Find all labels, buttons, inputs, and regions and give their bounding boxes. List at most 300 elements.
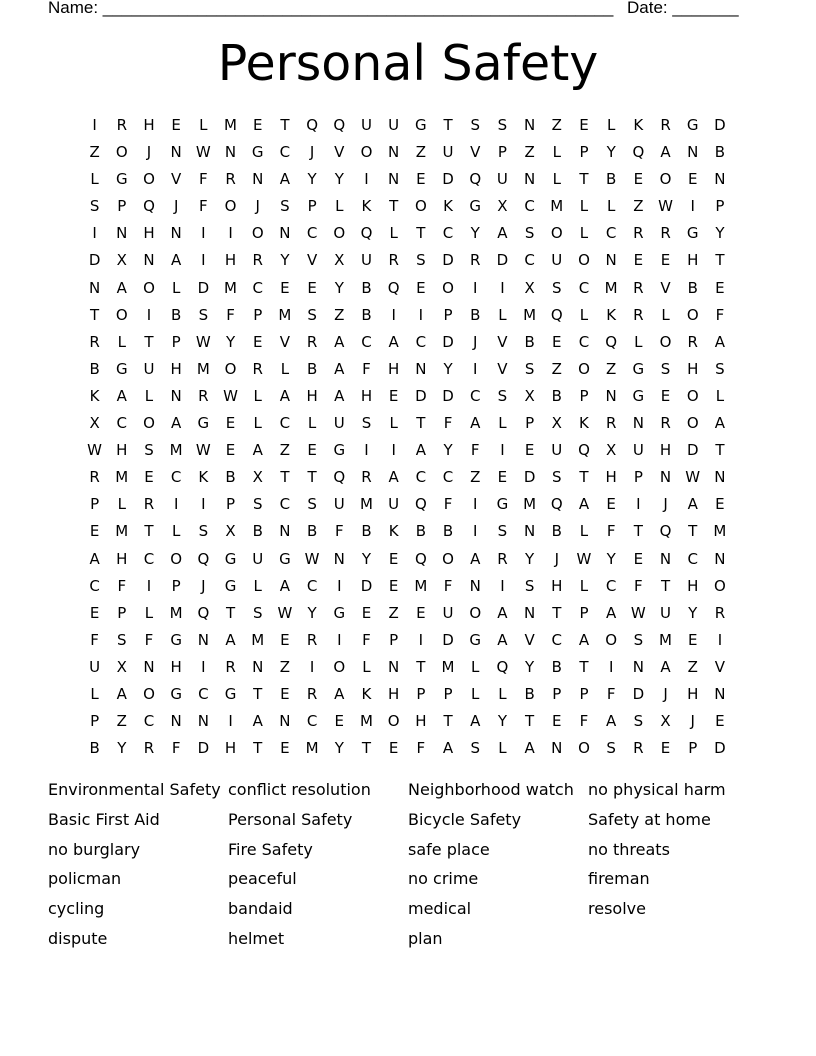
grid-letter: X [551, 414, 562, 433]
grid-letter: S [552, 468, 562, 487]
grid-letter: A [334, 359, 345, 378]
grid-row [81, 600, 738, 627]
grid-letter: U [360, 251, 372, 270]
grid-letter: S [715, 359, 725, 378]
grid-letter: C [415, 468, 427, 487]
grid-letter: X [497, 197, 508, 216]
grid-letter: G [333, 441, 346, 460]
grid-letter: E [280, 278, 290, 297]
grid-letter: D [197, 278, 210, 297]
grid-letter: T [579, 468, 589, 487]
grid-letter: D [632, 684, 645, 703]
grid-letter: C [578, 278, 590, 297]
grid-row [81, 518, 738, 545]
grid-letter: Z [89, 143, 100, 162]
grid-letter: N [170, 386, 182, 405]
grid-letter: S [144, 441, 154, 460]
grid-letter: L [471, 657, 480, 676]
grid-letter: E [361, 603, 372, 622]
grid-letter: J [690, 712, 695, 731]
grid-letter: Y [443, 359, 453, 378]
grid-letter: B [361, 522, 372, 541]
grid-letter: N [116, 224, 128, 243]
grid-letter: G [686, 224, 699, 243]
grid-letter: R [633, 224, 644, 243]
grid-letter: C [143, 549, 155, 568]
grid-letter: I [418, 305, 424, 324]
grid-letter: T [253, 739, 263, 758]
grid-letter: R [633, 305, 644, 324]
grid-letter: X [116, 251, 127, 270]
grid-row [81, 654, 738, 681]
grid-letter: B [714, 143, 726, 162]
grid-letter: C [551, 630, 563, 649]
grid-letter: P [633, 468, 643, 487]
grid-letter: N [551, 739, 563, 758]
grid-letter: O [387, 712, 400, 731]
grid-letter: W [658, 197, 673, 216]
grid-letter: A [171, 251, 182, 270]
grid-letter: R [633, 739, 644, 758]
grid-letter: I [201, 657, 206, 676]
grid-letter: S [497, 522, 508, 541]
grid-letter: E [687, 170, 698, 189]
grid-row [81, 410, 738, 437]
grid-letter: E [416, 603, 426, 622]
grid-letter: E [144, 468, 154, 487]
grid-letter: W [277, 603, 293, 622]
grid-letter: X [524, 278, 535, 297]
grid-letter: E [89, 603, 100, 622]
grid-letter: C [524, 251, 535, 270]
grid-letter: E [497, 468, 508, 487]
grid-letter: O [143, 278, 155, 297]
grid-letter: S [633, 712, 644, 731]
grid-letter: E [552, 332, 562, 351]
grid-letter: L [661, 305, 670, 324]
grid-letter: L [579, 576, 589, 595]
grid-letter: O [442, 278, 454, 297]
grid-letter: Y [606, 549, 616, 568]
grid-letter: G [279, 549, 291, 568]
grid-letter: I [146, 576, 152, 595]
grid-letter: Z [279, 657, 291, 676]
word-list-item: conflict resolution [228, 780, 371, 799]
grid-letter: I [364, 170, 369, 189]
grid-letter: N [279, 712, 291, 731]
grid-letter: P [579, 684, 589, 703]
grid-letter: G [632, 359, 645, 378]
grid-letter: C [687, 549, 698, 568]
grid-letter: M [713, 522, 727, 541]
grid-letter: O [686, 305, 699, 324]
grid-letter: H [170, 359, 182, 378]
grid-letter: I [337, 576, 342, 595]
grid-letter: I [418, 630, 424, 649]
grid-letter: U [496, 170, 508, 189]
grid-letter: Y [117, 739, 127, 758]
grid-letter: M [604, 278, 618, 297]
grid-letter: R [470, 251, 481, 270]
grid-letter: A [252, 712, 263, 731]
grid-letter: C [524, 197, 535, 216]
grid-letter: H [415, 712, 427, 731]
grid-letter: A [524, 739, 535, 758]
grid-letter: T [280, 116, 290, 134]
grid-row [81, 329, 738, 356]
grid-letter: V [714, 657, 726, 676]
grid-letter: F [416, 739, 426, 758]
grid-letter: L [253, 576, 262, 595]
grid-letter: O [659, 332, 672, 351]
grid-letter: I [337, 630, 342, 649]
grid-letter: C [361, 332, 372, 351]
grid-letter: Y [497, 712, 507, 731]
grid-letter: Z [279, 441, 291, 460]
grid-letter: F [90, 630, 99, 649]
grid-letter: L [471, 684, 480, 703]
grid-letter: V [470, 143, 481, 162]
word-row [48, 838, 788, 868]
grid-letter: W [223, 386, 238, 405]
grid-letter: D [496, 251, 509, 270]
grid-letter: P [171, 332, 181, 351]
grid-letter: G [170, 684, 182, 703]
grid-letter: Z [606, 359, 617, 378]
grid-letter: R [660, 224, 671, 243]
grid-letter: W [685, 468, 701, 487]
grid-letter: E [388, 549, 399, 568]
grid-letter: P [90, 712, 100, 731]
grid-row [81, 491, 738, 518]
grid-letter: V [279, 332, 291, 351]
word-list-item: plan [408, 928, 443, 948]
grid-letter: N [197, 712, 209, 731]
letter-grid [81, 112, 738, 762]
grid-letter: Z [116, 712, 127, 731]
grid-letter: K [361, 197, 372, 216]
grid-letter: O [578, 359, 590, 378]
grid-letter: Q [550, 495, 563, 514]
grid-letter: Y [525, 549, 535, 568]
grid-letter: W [195, 143, 211, 162]
grid-letter: I [500, 441, 505, 460]
grid-letter: W [195, 441, 211, 460]
grid-letter: T [280, 468, 290, 487]
grid-letter: A [279, 576, 291, 595]
grid-letter: C [279, 414, 291, 433]
grid-row [81, 735, 738, 762]
grid-letter: Z [551, 359, 562, 378]
grid-letter: U [333, 495, 345, 514]
grid-letter: U [333, 414, 345, 433]
grid-letter: I [201, 495, 206, 514]
grid-letter: U [442, 143, 454, 162]
grid-letter: Q [360, 224, 373, 243]
grid-letter: F [443, 495, 453, 514]
grid-letter: L [389, 414, 398, 433]
grid-letter: E [171, 116, 181, 134]
grid-letter: N [687, 143, 699, 162]
grid-letter: K [579, 414, 589, 433]
grid-letter: I [473, 278, 478, 297]
grid-letter: E [280, 630, 290, 649]
grid-letter: E [388, 386, 399, 405]
grid-letter: W [195, 332, 211, 351]
grid-letter: S [252, 495, 263, 514]
grid-letter: N [523, 170, 536, 189]
grid-letter: U [442, 603, 454, 622]
grid-letter: G [224, 549, 237, 568]
grid-letter: A [171, 414, 182, 433]
grid-letter: Z [470, 468, 481, 487]
grid-letter: I [391, 441, 396, 460]
grid-letter: A [252, 441, 263, 460]
grid-letter: M [659, 630, 672, 649]
grid-letter: B [89, 359, 100, 378]
grid-letter: E [89, 522, 100, 541]
grid-row [81, 193, 738, 220]
grid-letter: A [334, 684, 345, 703]
grid-letter: O [659, 170, 672, 189]
grid-letter: E [524, 441, 535, 460]
grid-letter: S [416, 251, 426, 270]
grid-letter: L [498, 305, 507, 324]
grid-letter: Q [605, 332, 618, 351]
word-list-item: no burglary [48, 839, 141, 859]
grid-letter: L [579, 522, 589, 541]
grid-letter: N [605, 251, 617, 270]
grid-letter: I [391, 305, 396, 324]
grid-letter: E [552, 712, 562, 731]
grid-letter: O [360, 143, 373, 162]
grid-letter: A [497, 630, 508, 649]
grid-letter: S [117, 630, 127, 649]
grid-letter: U [388, 495, 400, 514]
grid-letter: E [660, 386, 671, 405]
grid-letter: C [279, 495, 291, 514]
grid-letter: C [605, 576, 617, 595]
grid-letter: U [551, 251, 563, 270]
grid-letter: L [117, 332, 126, 351]
grid-letter: Z [334, 305, 345, 324]
grid-letter: E [334, 712, 345, 731]
grid-letter: D [442, 251, 454, 270]
grid-letter: Y [443, 441, 453, 460]
grid-letter: M [550, 197, 564, 216]
grid-letter: I [473, 495, 478, 514]
grid-letter: R [198, 386, 209, 405]
word-list-item: medical [408, 899, 472, 919]
grid-letter: E [687, 630, 698, 649]
grid-letter: D [88, 251, 101, 270]
grid-letter: F [334, 522, 344, 541]
grid-letter: K [633, 116, 644, 134]
word-list-item: safe place [408, 839, 490, 859]
grid-letter: P [579, 143, 589, 162]
grid-letter: E [388, 739, 399, 758]
grid-letter: R [89, 332, 100, 351]
grid-letter: B [524, 684, 535, 703]
grid-letter: I [690, 197, 695, 216]
grid-letter: F [199, 197, 208, 216]
word-list-item: dispute [48, 928, 108, 948]
grid-letter: X [252, 468, 263, 487]
grid-letter: S [470, 739, 480, 758]
word-list-item: fireman [588, 869, 650, 889]
grid-letter: S [307, 305, 317, 324]
grid-letter: R [361, 468, 372, 487]
grid-letter: K [606, 305, 617, 324]
grid-letter: Y [606, 143, 616, 162]
grid-letter: E [416, 170, 426, 189]
grid-letter: L [606, 197, 616, 216]
grid-letter: T [715, 441, 725, 460]
grid-letter: L [199, 116, 208, 134]
grid-letter: N [224, 143, 237, 162]
grid-letter: I [717, 630, 723, 649]
grid-letter: T [144, 332, 154, 351]
grid-letter: T [443, 712, 453, 731]
grid-letter: I [364, 441, 369, 460]
grid-letter: G [496, 495, 509, 514]
grid-letter: D [415, 386, 427, 405]
grid-letter: L [144, 603, 154, 622]
grid-letter: Y [334, 739, 344, 758]
grid-letter: N [415, 359, 427, 378]
grid-letter: S [497, 116, 508, 134]
grid-letter: N [523, 603, 536, 622]
grid-letter: B [415, 522, 426, 541]
grid-letter: T [660, 576, 671, 595]
grid-letter: E [660, 251, 671, 270]
grid-letter: A [578, 630, 590, 649]
grid-letter: H [687, 684, 699, 703]
grid-letter: S [470, 116, 480, 134]
grid-letter: H [306, 386, 318, 405]
grid-letter: V [171, 170, 182, 189]
grid-letter: Z [524, 143, 535, 162]
grid-letter: W [630, 603, 646, 622]
grid-row [81, 275, 738, 302]
grid-letter: H [116, 441, 128, 460]
grid-letter: N [170, 712, 182, 731]
grid-row [81, 220, 738, 247]
word-list-item: Personal Safety [228, 809, 353, 829]
grid-letter: A [279, 386, 291, 405]
grid-letter: P [688, 739, 698, 758]
grid-letter: H [143, 116, 155, 134]
grid-letter: O [143, 684, 155, 703]
grid-letter: P [552, 684, 562, 703]
grid-letter: D [714, 116, 726, 134]
grid-letter: L [552, 143, 561, 162]
grid-letter: H [116, 549, 128, 568]
grid-letter: O [115, 305, 128, 324]
grid-letter: F [579, 712, 589, 731]
grid-letter: P [117, 603, 127, 622]
grid-letter: E [579, 116, 589, 134]
grid-letter: H [605, 468, 617, 487]
grid-letter: L [280, 359, 290, 378]
grid-letter: J [309, 143, 315, 162]
grid-letter: A [89, 549, 100, 568]
grid-letter: G [224, 684, 237, 703]
grid-letter: S [660, 359, 671, 378]
grid-letter: M [305, 739, 319, 758]
grid-letter: T [443, 116, 453, 134]
grid-row [81, 573, 738, 600]
word-row [48, 778, 788, 808]
grid-letter: X [524, 386, 535, 405]
word-row [48, 808, 788, 838]
grid-letter: L [498, 414, 507, 433]
grid-letter: B [524, 332, 535, 351]
grid-letter: A [116, 684, 127, 703]
grid-letter: G [333, 603, 346, 622]
grid-letter: B [551, 386, 562, 405]
grid-letter: E [307, 441, 317, 460]
grid-letter: E [280, 739, 290, 758]
grid-letter: N [143, 251, 155, 270]
grid-letter: N [197, 630, 209, 649]
grid-letter: V [497, 332, 508, 351]
grid-letter: L [498, 684, 507, 703]
grid-letter: L [579, 305, 589, 324]
grid-letter: O [469, 603, 482, 622]
grid-letter: C [89, 576, 100, 595]
grid-letter: F [362, 630, 371, 649]
grid-letter: T [253, 684, 263, 703]
grid-letter: L [171, 522, 181, 541]
grid-letter: J [473, 332, 478, 351]
grid-letter: O [686, 386, 699, 405]
grid-letter: G [115, 359, 128, 378]
grid-letter: L [90, 684, 99, 703]
grid-letter: E [225, 414, 236, 433]
grid-letter: H [388, 359, 400, 378]
grid-letter: Q [333, 468, 346, 487]
grid-letter: A [497, 224, 508, 243]
grid-letter: A [388, 332, 399, 351]
grid-letter: P [579, 386, 589, 405]
word-list-item: bandaid [228, 899, 293, 919]
grid-letter: T [307, 468, 317, 487]
header [48, 0, 748, 20]
grid-letter: R [225, 170, 236, 189]
grid-letter: D [686, 441, 699, 460]
grid-letter: Y [307, 170, 317, 189]
grid-letter: D [523, 468, 536, 487]
grid-letter: T [633, 522, 643, 541]
grid-letter: K [198, 468, 209, 487]
grid-letter: L [606, 116, 616, 134]
grid-letter: N [388, 657, 400, 676]
grid-letter: Y [525, 657, 535, 676]
grid-letter: E [252, 116, 263, 134]
grid-letter: B [361, 278, 372, 297]
grid-letter: C [469, 386, 481, 405]
grid-letter: N [659, 549, 672, 568]
grid-letter: E [388, 576, 399, 595]
grid-letter: O [414, 197, 427, 216]
grid-letter: N [714, 684, 726, 703]
grid-letter: O [224, 359, 237, 378]
grid-letter: N [632, 657, 644, 676]
grid-letter: R [714, 603, 726, 622]
grid-letter: M [115, 468, 129, 487]
grid-letter: T [144, 522, 154, 541]
